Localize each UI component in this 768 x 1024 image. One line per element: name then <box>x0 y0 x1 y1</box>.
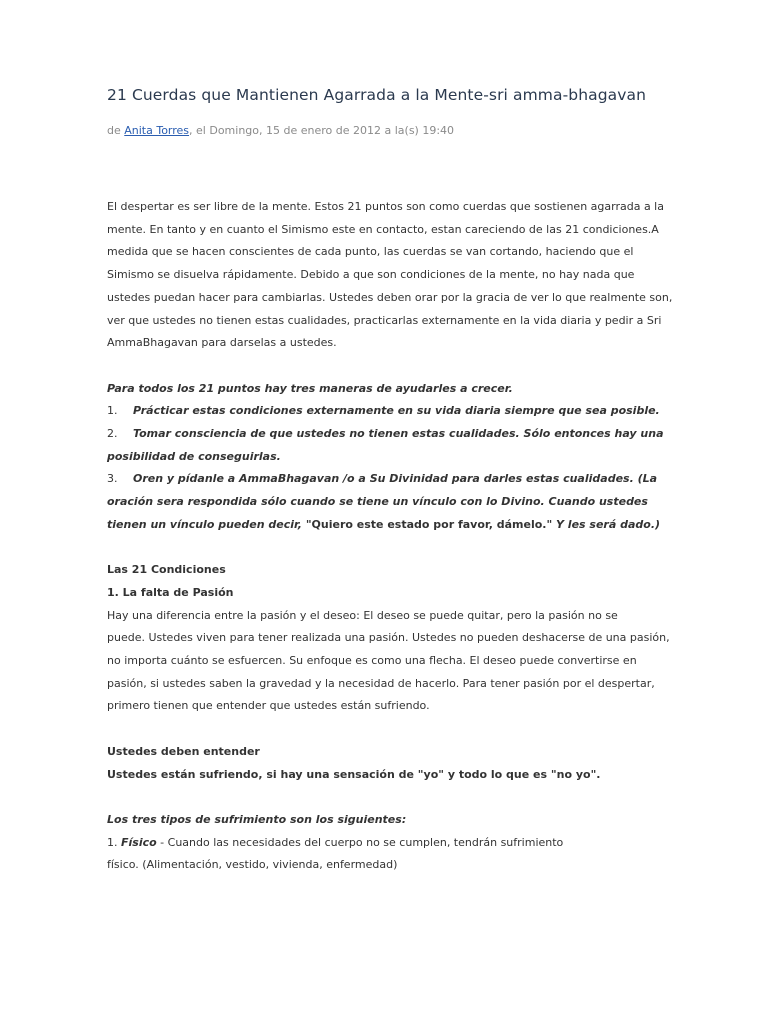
understand-heading: Ustedes deben entender <box>107 744 260 758</box>
intro-paragraph <box>107 196 673 355</box>
three-ways-heading: Para todos los 21 puntos hay tres maneras de ayudarles a crecer. <box>107 381 513 395</box>
item-text: Y les será dado.) <box>552 517 661 531</box>
author-link[interactable]: Anita Torres <box>124 124 190 137</box>
quote-text: "Quiero este estado por favor, dámelo." <box>305 517 553 531</box>
intro-line: mente. En tanto y en cuanto el Simismo este en contacto, estan careciendo de las 21 condiciones.A <box>107 222 659 236</box>
post-title: 21 Cuerdas que Mantienen Agarrada a la Mente-sri amma-bhagavan <box>107 86 647 104</box>
condition-1-heading: 1. La falta de Pasión <box>107 585 234 599</box>
post-body <box>107 196 673 877</box>
condition-line: primero tienen que entender que ustedes están sufriendo. <box>107 699 430 713</box>
condition-line: pasión, si ustedes saben la gravedad y la necesidad de hacerlo. Para tener pasión por el despertar, <box>107 676 655 690</box>
conditions-section <box>107 559 670 718</box>
item-text: Prácticar estas condiciones externamente en su vida diaria siempre que sea posible. <box>133 404 660 418</box>
item-text: tienen un vínculo pueden decir, <box>107 517 306 531</box>
item-text: Tomar consciencia de que ustedes no tienen estas cualidades. Sólo entonces hay una <box>133 427 664 441</box>
intro-line: medida que se hacen conscientes de cada punto, las cuerdas se van cortando, haciendo que el <box>107 245 634 259</box>
intro-line: AmmaBhagavan para darselas a ustedes. <box>107 336 337 350</box>
byline-date: , el Domingo, 15 de enero de 2012 a la(s) 19:40 <box>189 124 455 137</box>
three-ways-item-3 <box>107 468 667 491</box>
item-number: 3. <box>107 472 118 486</box>
understand-statement: Ustedes están sufriendo, si hay una sensación de "yo" y todo lo que es "no yo". <box>107 767 601 781</box>
intro-line: ustedes puedan hacer para cambiarlas. Ustedes deben orar por la gracia de ver lo que realmente son, <box>107 290 673 304</box>
item-text: Oren y pídanle a AmmaBhagavan /o a Su Divinidad para darles estas cualidades. (La <box>133 472 658 486</box>
intro-line: El despertar es ser libre de la mente. Estos 21 puntos son como cuerdas que sostienen agarrada a la <box>107 200 664 213</box>
item-text: - Cuando las necesidades del cuerpo no se cumplen, tendrán sufrimiento <box>156 835 564 849</box>
suffering-section <box>107 809 667 877</box>
byline-prefix: de <box>107 124 125 137</box>
suffering-heading: Los tres tipos de sufrimiento son los siguientes: <box>107 812 407 826</box>
three-ways-item-3-cont <box>107 514 667 537</box>
condition-line: Hay una diferencia entre la pasión y el deseo: El deseo se puede quitar, pero la pasión no se <box>107 608 618 622</box>
item-term: Físico <box>121 835 157 849</box>
understand-section <box>107 741 667 786</box>
three-ways-item-1 <box>107 400 667 423</box>
three-ways-section <box>107 378 667 537</box>
three-ways-item-2 <box>107 423 667 446</box>
suffering-item-1-cont: físico. (Alimentación, vestido, vivienda, enfermedad) <box>107 858 398 872</box>
item-number: 1. <box>107 404 118 418</box>
conditions-heading: Las 21 Condiciones <box>107 563 226 577</box>
condition-line: puede. Ustedes viven para tener realizada una pasión. Ustedes no pueden deshacerse de una pasión, <box>107 631 670 645</box>
three-ways-item-3-cont: oración sera respondida sólo cuando se tiene un vínculo con lo Divino. Cuando ustedes <box>107 495 648 509</box>
post-byline <box>107 123 667 139</box>
suffering-item-1 <box>107 832 667 855</box>
item-number: 2. <box>107 427 118 441</box>
condition-line: no importa cuánto se esfuercen. Su enfoque es como una flecha. El deseo puede convertirse en <box>107 654 637 668</box>
intro-line: Simismo se disuelva rápidamente. Debido a que son condiciones de la mente, no hay nada que <box>107 268 635 282</box>
item-number: 1. <box>107 835 121 849</box>
three-ways-item-2-cont: posibilidad de conseguirlas. <box>107 449 281 463</box>
intro-line: ver que ustedes no tienen estas cualidades, practicarlas externamente en la vida diaria y pedir a Sri <box>107 313 662 327</box>
